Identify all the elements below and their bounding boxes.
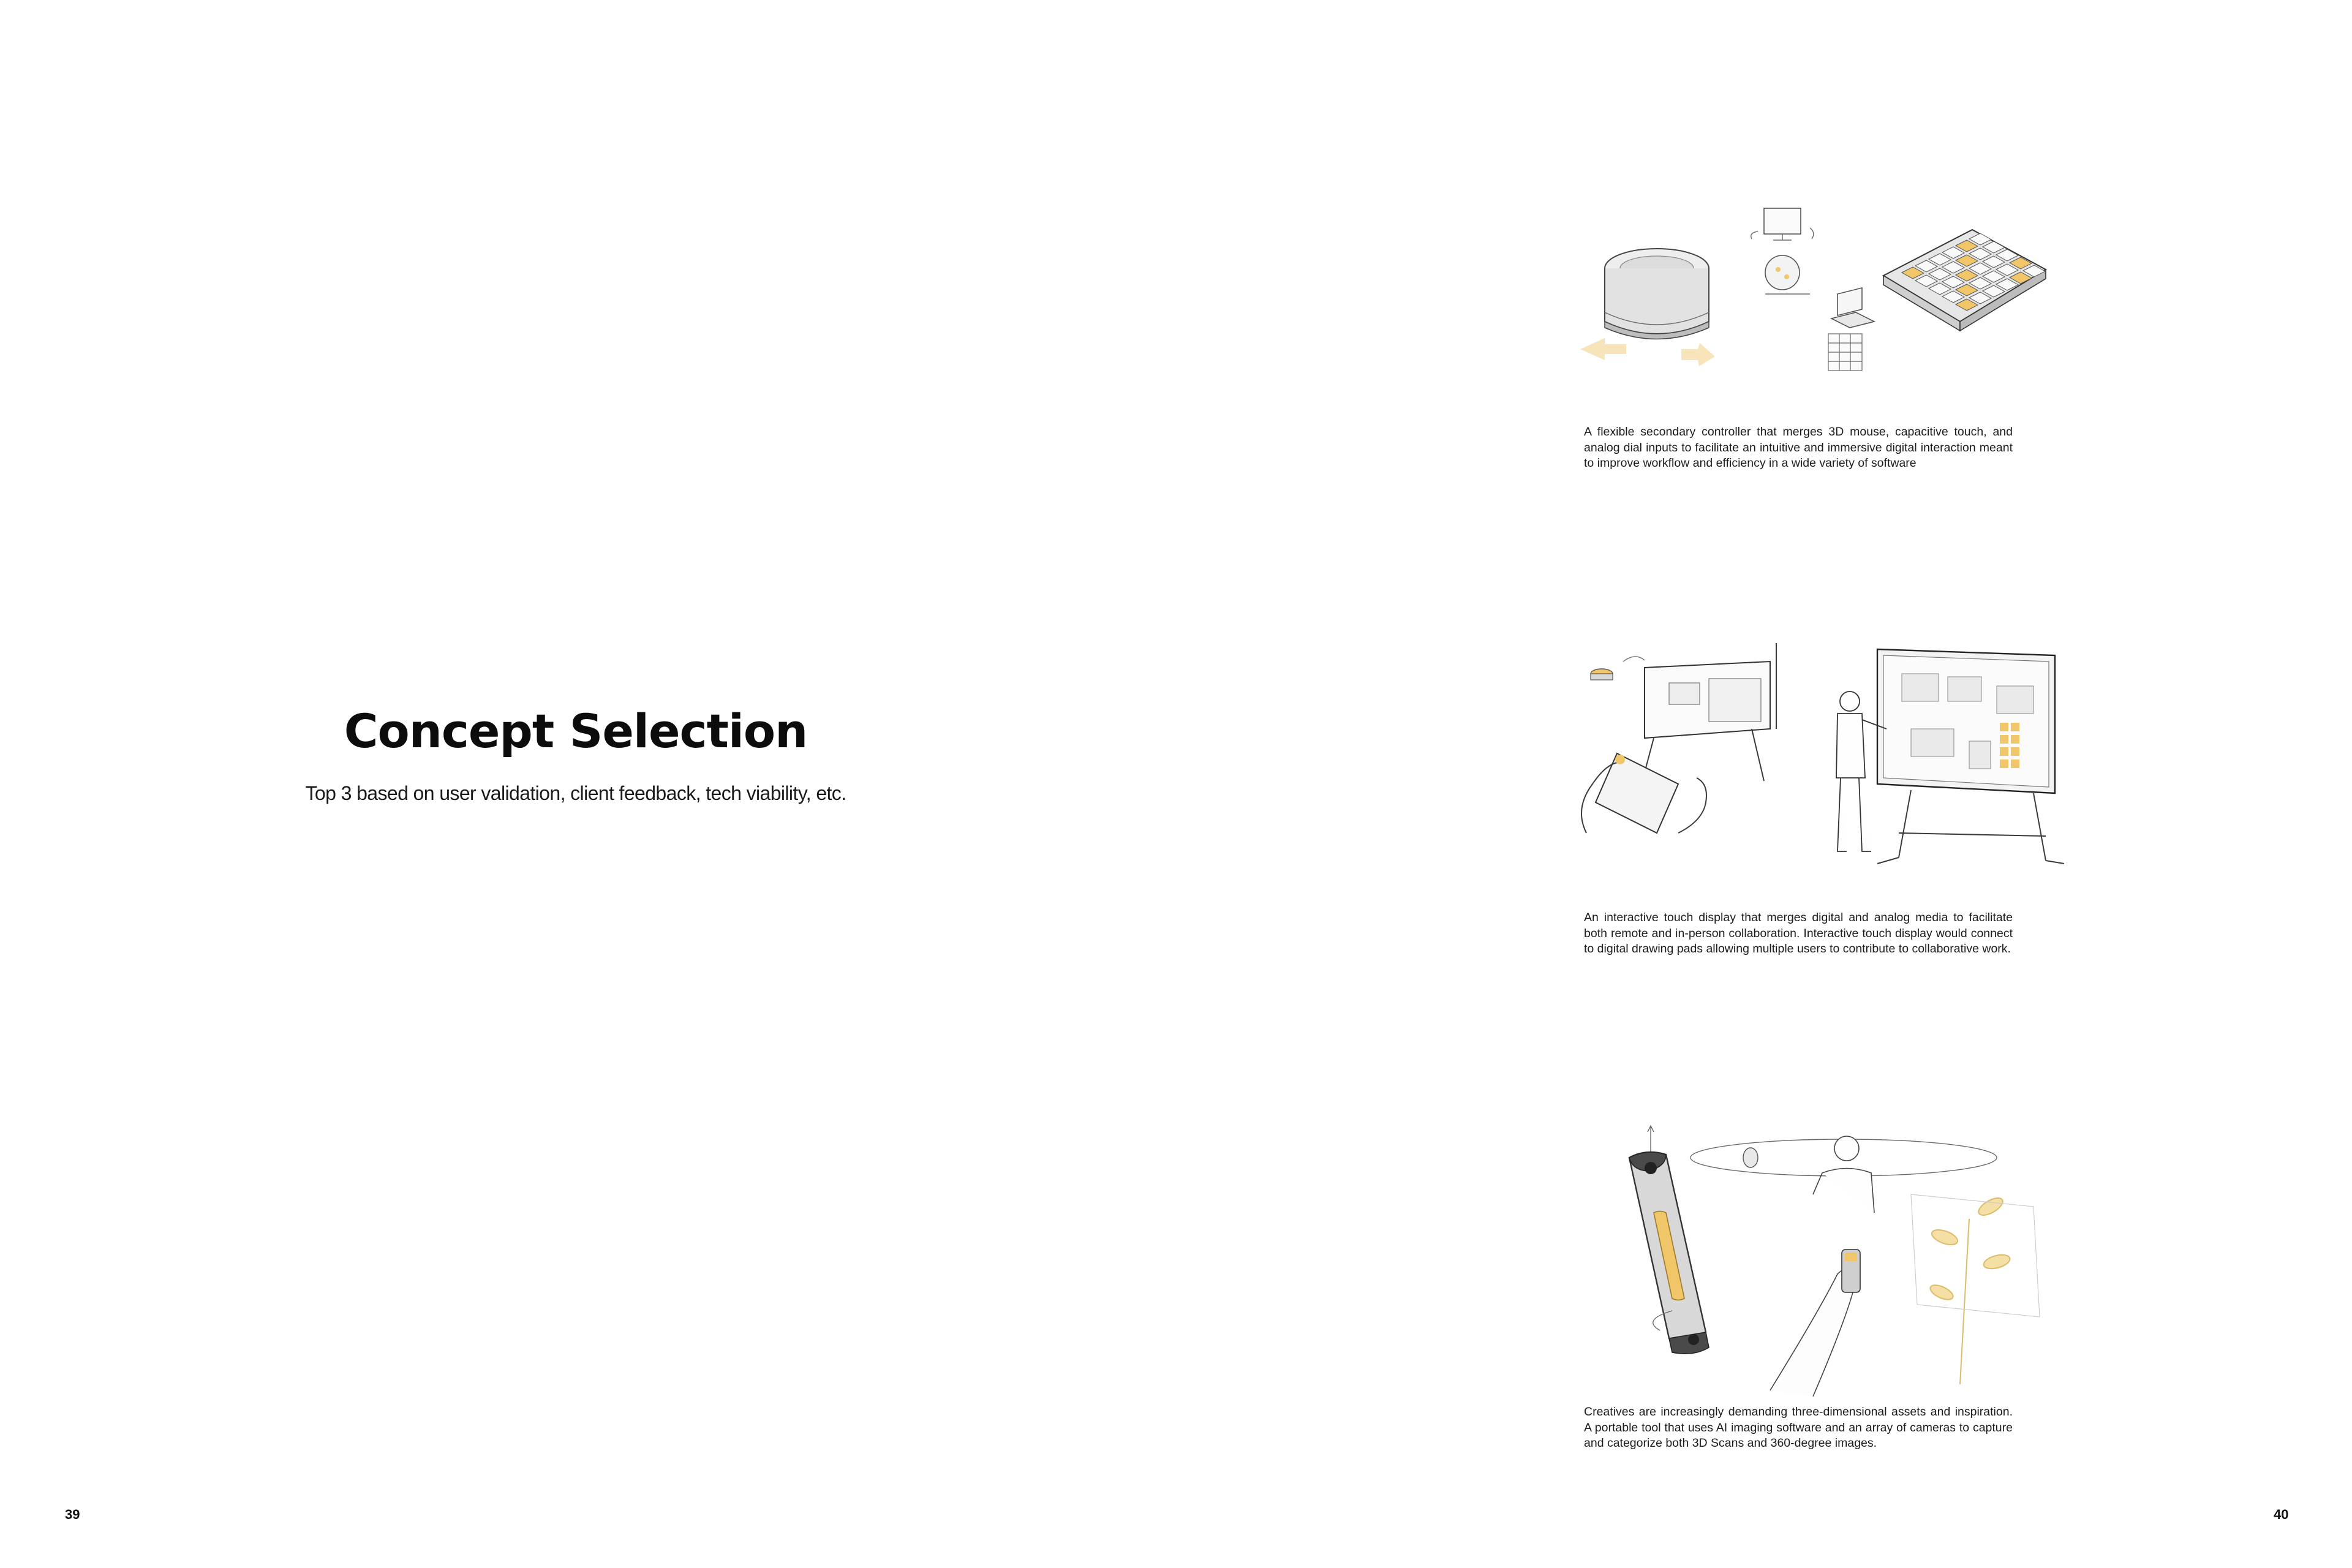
title-block <box>270 704 882 805</box>
sticky-note <box>2000 735 2008 744</box>
dial-icon <box>1765 255 1800 290</box>
sticky-note <box>2000 723 2008 731</box>
concept-touch-display <box>1568 637 2070 986</box>
concept-3-description: Creatives are increasingly demanding three-dimensional assets and inspiration. A portable tool that uses AI imaging software and an array of cameras to capture and categorize both 3D Scans and 360-degree images. <box>1584 1405 2013 1450</box>
concept-secondary-controller <box>1568 196 2070 484</box>
sticky-note <box>2000 760 2008 768</box>
touch-display-illustration <box>1568 637 2070 907</box>
scanner-illustration <box>1568 1115 2070 1396</box>
dial-body <box>1605 268 1709 334</box>
sticky-note <box>2011 747 2019 756</box>
arrow-left-shape <box>1580 338 1626 360</box>
large-touch-display <box>1877 649 2064 864</box>
page-number-right: 40 <box>2274 1507 2289 1522</box>
secondary-controller-illustration <box>1568 196 2070 392</box>
plant-sketch <box>1928 1194 2011 1384</box>
concept-2-description: An interactive touch display that merges digital and analog media to facilitate both remote and in-person collaboration. Interactive touch display would connect to digital drawing pads allowing multiple users to contribute to collaborative work. <box>1584 911 2013 956</box>
calendar-grid-icon <box>1828 334 1862 371</box>
sticky-note <box>2011 735 2019 744</box>
page-title: Concept Selection <box>344 704 808 758</box>
monitor-icon <box>1764 208 1801 234</box>
concept-3d-scanner <box>1568 1115 2070 1458</box>
tablet-shape <box>1596 753 1678 833</box>
arrow-right-shape <box>1681 343 1715 366</box>
page-number-left: 39 <box>65 1507 80 1522</box>
sticky-note <box>2011 760 2019 768</box>
scanner-cylinder <box>1629 1152 1709 1354</box>
sticky-note <box>2011 723 2019 731</box>
orbit-person <box>1813 1136 1874 1213</box>
sticky-note <box>2000 747 2008 756</box>
concept-1-description: A flexible secondary controller that merges 3D mouse, capacitive touch, and analog dial inputs to facilitate an intuitive and immersive digital interaction meant to improve workflow and efficiency in a wide variety of software <box>1584 425 2013 470</box>
page-subtitle: Top 3 based on user validation, client feedback, tech viability, etc. <box>305 782 846 805</box>
laptop-icon <box>1838 288 1862 315</box>
